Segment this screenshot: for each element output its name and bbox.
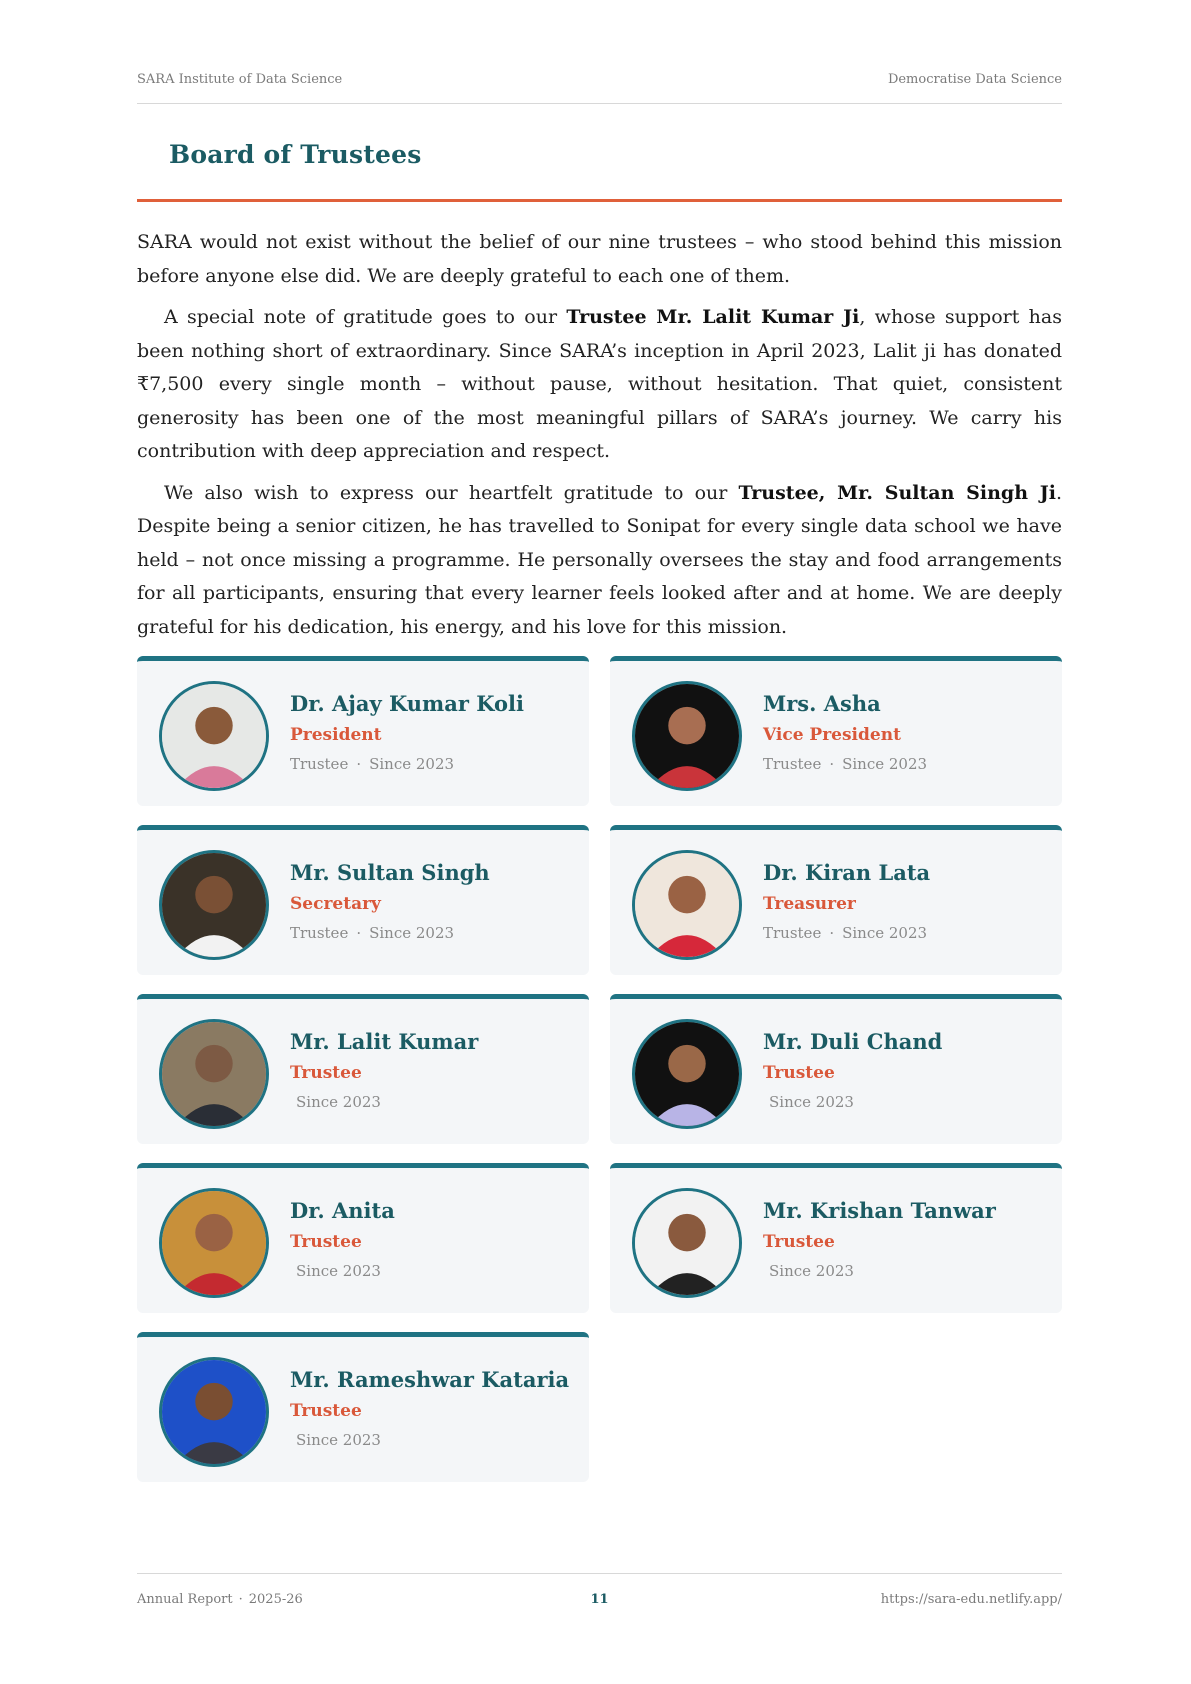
trustee-photo — [159, 850, 269, 960]
footer-url-link[interactable]: https://sara-edu.netlify.app/ — [880, 1592, 1062, 1607]
portrait-photo-icon — [635, 1022, 739, 1126]
trustee-since: Since 2023 — [842, 924, 928, 942]
trustee-meta-label: Trustee — [763, 924, 822, 942]
trustee-since: Since 2023 — [296, 1262, 381, 1280]
trustee-role: Trustee — [763, 1232, 835, 1252]
trustee-meta — [763, 755, 927, 773]
header-org-name: SARA Institute of Data Science — [137, 72, 343, 87]
running-header — [137, 72, 1062, 92]
trustee-photo — [632, 681, 742, 791]
paragraph-3-end: . Despite being a senior citizen, he has travelled to Sonipat for every single data school we have held – not once missing a programme. He personally oversees the stay and food arrangements for all participants, ensuring that every learner feels looked after and at home. We are deeply grateful for his dedication, his energy, and his love for this mission. — [137, 481, 1063, 638]
paragraph-1-text: SARA would not exist without the belief of our nine trustees – who stood behind this mission before anyone else did. We are deeply grateful to each one of them. — [137, 231, 1062, 287]
title-divider — [137, 199, 1062, 202]
trustee-card — [610, 656, 1062, 806]
trustee-role: Treasurer — [763, 894, 856, 914]
header-tagline: Democratise Data Science — [887, 72, 1062, 87]
trustee-since: Since 2023 — [369, 755, 455, 773]
trustee-meta — [296, 1262, 381, 1280]
trustee-since: Since 2023 — [296, 1431, 381, 1449]
paragraph-2 — [137, 301, 1062, 469]
header-divider — [137, 103, 1062, 104]
trustee-meta-label: Trustee — [763, 755, 822, 773]
portrait-photo-icon — [162, 1360, 266, 1464]
paragraph-2-end: , whose support has been nothing short of extraordinary. Since SARA’s inception in April 2023, Lalit ji has donated ₹7,500 every single month – without pause, without hesitation. That quiet, consistent generosity has been one of the most meaningful pillars of SARA’s journey. We carry his contribution with deep appreciation and respect. — [137, 306, 1062, 462]
trustee-photo — [159, 681, 269, 791]
trustee-card — [137, 825, 589, 975]
trustee-meta — [290, 755, 454, 773]
trustee-photo — [159, 1019, 269, 1129]
trustee-since: Since 2023 — [769, 1093, 854, 1111]
trustee-name: Mr. Rameshwar Kataria — [290, 1367, 570, 1392]
trustee-since: Since 2023 — [296, 1093, 381, 1111]
trustee-name: Dr. Ajay Kumar Koli — [290, 691, 524, 716]
trustee-meta — [769, 1093, 854, 1111]
trustee-name: Mr. Lalit Kumar — [290, 1029, 479, 1054]
portrait-photo-icon — [162, 1191, 266, 1295]
trustee-role: Trustee — [290, 1401, 362, 1421]
trustee-card — [610, 825, 1062, 975]
trustee-card — [137, 1332, 589, 1482]
report-page — [137, 0, 1062, 1684]
trustee-meta — [763, 924, 927, 942]
trustee-meta — [769, 1262, 854, 1280]
trustee-photo — [159, 1188, 269, 1298]
trustee-since: Since 2023 — [769, 1262, 854, 1280]
trustee-photo — [632, 850, 742, 960]
meta-separator: · — [356, 755, 362, 773]
paragraph-2-start: A special note of gratitude goes to our — [164, 306, 567, 328]
trustee-since: Since 2023 — [369, 924, 455, 942]
trustee-card — [137, 1163, 589, 1313]
portrait-photo-icon — [162, 684, 266, 788]
portrait-photo-icon — [635, 853, 739, 957]
trustee-role: Trustee — [763, 1063, 835, 1083]
trustee-name: Dr. Anita — [290, 1198, 395, 1223]
meta-separator: · — [829, 924, 835, 942]
trustee-card — [610, 1163, 1062, 1313]
trustee-role: Trustee — [290, 1232, 362, 1252]
trustee-photo — [632, 1019, 742, 1129]
section-title: Board of Trustees — [169, 140, 422, 169]
portrait-photo-icon — [635, 1191, 739, 1295]
paragraph-2-highlight: Trustee Mr. Lalit Kumar Ji — [566, 306, 860, 328]
trustee-meta — [296, 1093, 381, 1111]
trustee-since: Since 2023 — [842, 755, 928, 773]
trustee-name: Mr. Duli Chand — [763, 1029, 943, 1054]
trustee-name: Mrs. Asha — [763, 691, 881, 716]
trustee-meta — [290, 924, 454, 942]
meta-separator: · — [829, 755, 835, 773]
portrait-photo-icon — [635, 684, 739, 788]
trustee-role: Trustee — [290, 1063, 362, 1083]
intro-text — [137, 226, 1062, 652]
paragraph-1 — [137, 226, 1062, 293]
trustee-photo — [159, 1357, 269, 1467]
trustee-card — [137, 994, 589, 1144]
portrait-photo-icon — [162, 1022, 266, 1126]
trustee-name: Mr. Krishan Tanwar — [763, 1198, 996, 1223]
trustee-meta-label: Trustee — [290, 755, 349, 773]
paragraph-3-start: We also wish to express our heartfelt gratitude to our — [164, 481, 739, 504]
footer-report-year: 2025-26 — [248, 1592, 303, 1607]
paragraph-3-highlight: Trustee, Mr. Sultan Singh Ji — [738, 481, 1056, 504]
footer-separator: · — [238, 1592, 243, 1607]
trustee-name: Dr. Kiran Lata — [763, 860, 931, 885]
footer-divider — [137, 1573, 1062, 1574]
trustee-photo — [632, 1188, 742, 1298]
page-footer — [137, 1592, 1062, 1612]
trustee-role: Secretary — [290, 894, 381, 914]
trustee-meta — [296, 1431, 381, 1449]
page-number: 11 — [590, 1592, 609, 1607]
trustee-role: Vice President — [763, 725, 901, 745]
trustee-name: Mr. Sultan Singh — [290, 860, 490, 885]
trustee-card — [137, 656, 589, 806]
footer-report-name: Annual Report — [137, 1592, 233, 1607]
trustee-role: President — [290, 725, 382, 745]
portrait-photo-icon — [162, 853, 266, 957]
trustee-meta-label: Trustee — [290, 924, 349, 942]
meta-separator: · — [356, 924, 362, 942]
paragraph-3 — [137, 477, 1062, 645]
trustee-card — [610, 994, 1062, 1144]
